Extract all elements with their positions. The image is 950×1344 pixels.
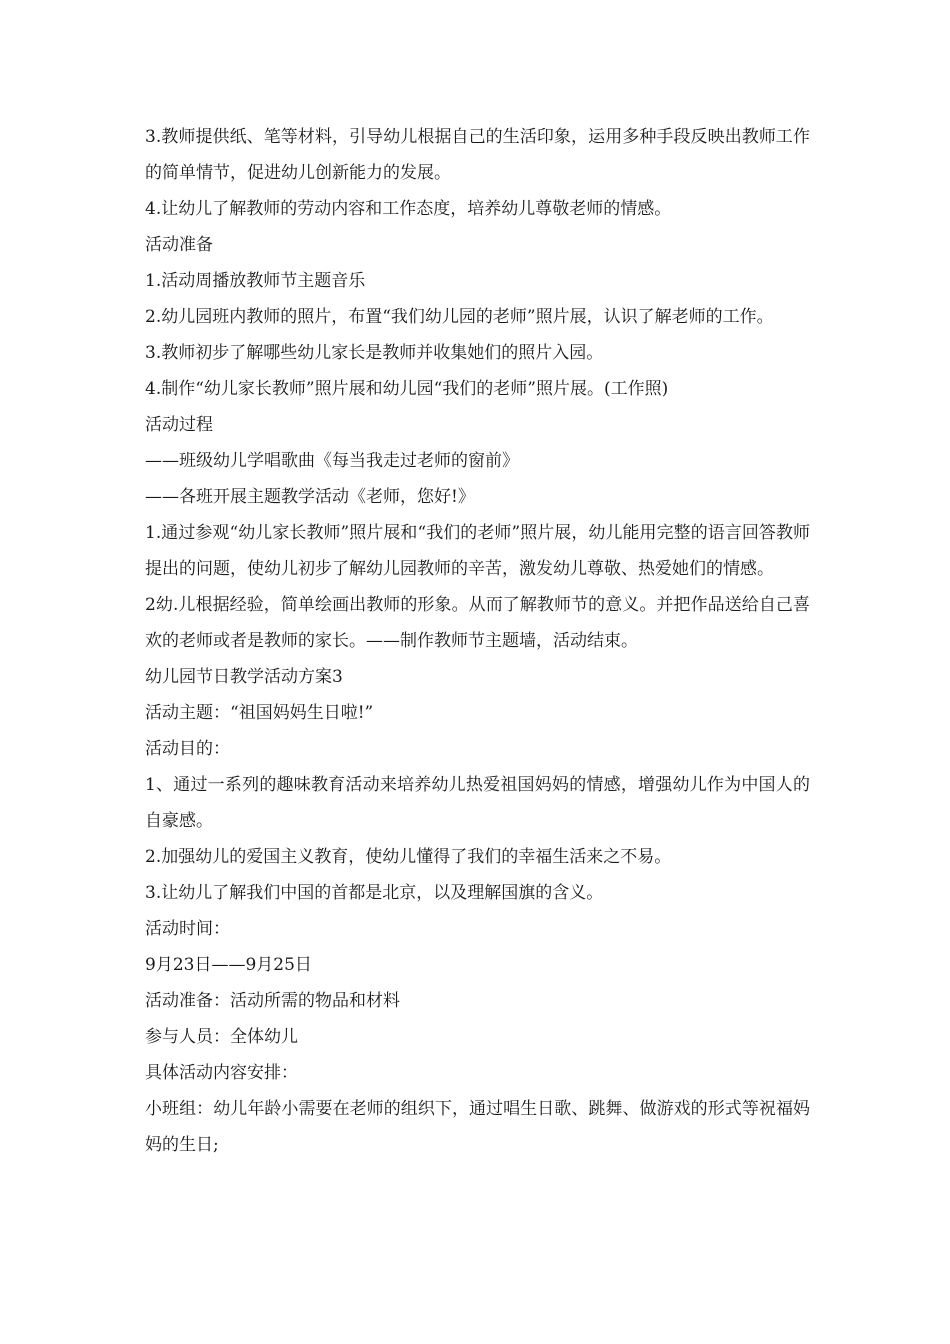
document-body bbox=[145, 119, 810, 1163]
paragraph-prep-4: 4.制作“幼儿家长教师”照片展和幼儿园“我们的老师”照片展。(工作照) bbox=[145, 379, 669, 399]
paragraph-participants: 参与人员：全体幼儿 bbox=[145, 1027, 298, 1047]
paragraph-goal-3: 3.教师提供纸、笔等材料，引导幼儿根据自己的生活印象，运用多种手段反映出教师工作的简单情节，促进幼儿创新能力的发展。 bbox=[145, 127, 810, 183]
section-heading-process: 活动过程 bbox=[145, 415, 213, 435]
paragraph-time-range: 9月23日——9月25日 bbox=[145, 955, 312, 975]
paragraph-process-song: ——班级幼儿学唱歌曲《每当我走过老师的窗前》 bbox=[145, 451, 519, 471]
paragraph-process-activity: ——各班开展主题教学活动《老师，您好!》 bbox=[145, 487, 475, 507]
paragraph-goal-4: 4.让幼儿了解教师的劳动内容和工作态度，培养幼儿尊敬老师的情感。 bbox=[145, 199, 672, 219]
paragraph-purpose-3: 3.让幼儿了解我们中国的首都是北京，以及理解国旗的含义。 bbox=[145, 883, 604, 903]
paragraph-prep-3: 3.教师初步了解哪些幼儿家长是教师并收集她们的照片入园。 bbox=[145, 343, 604, 363]
paragraph-process-2: 2幼.儿根据经验，简单绘画出教师的形象。从而了解教师节的意义。并把作品送给自己喜欢的老师或者是教师的家长。——制作教师节主题墙，活动结束。 bbox=[145, 595, 810, 651]
paragraph-purpose-1: 1、通过一系列的趣味教育活动来培养幼儿热爱祖国妈妈的情感，增强幼儿作为中国人的自豪感。 bbox=[145, 775, 810, 831]
paragraph-process-1: 1.通过参观“幼儿家长教师”照片展和“我们的老师”照片展，幼儿能用完整的语言回答教师提出的问题，使幼儿初步了解幼儿园教师的辛苦，激发幼儿尊敬、热爱她们的情感。 bbox=[145, 523, 810, 579]
paragraph-theme: 活动主题：“祖国妈妈生日啦!” bbox=[145, 703, 374, 723]
paragraph-prep-2: 2.幼儿园班内教师的照片，布置“我们幼儿园的老师”照片展，认识了解老师的工作。 bbox=[145, 307, 774, 327]
paragraph-small-class: 小班组：幼儿年龄小需要在老师的组织下，通过唱生日歌、跳舞、做游戏的形式等祝福妈妈的生日; bbox=[145, 1099, 810, 1155]
section-heading-schedule: 具体活动内容安排： bbox=[145, 1063, 298, 1083]
section-heading-purpose: 活动目的： bbox=[145, 739, 230, 759]
paragraph-purpose-2: 2.加强幼儿的爱国主义教育，使幼儿懂得了我们的幸福生活来之不易。 bbox=[145, 847, 672, 867]
paragraph-materials: 活动准备：活动所需的物品和材料 bbox=[145, 991, 400, 1011]
plan-title-3: 幼儿园节日教学活动方案3 bbox=[145, 667, 343, 687]
section-heading-preparation: 活动准备 bbox=[145, 235, 213, 255]
section-heading-time: 活动时间： bbox=[145, 919, 230, 939]
paragraph-prep-1: 1.活动周播放教师节主题音乐 bbox=[145, 271, 366, 291]
